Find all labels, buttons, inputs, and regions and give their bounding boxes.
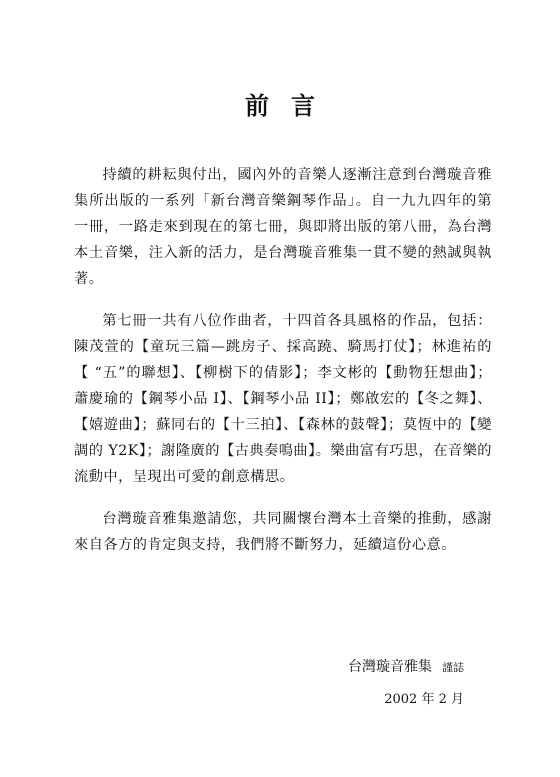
signature [348, 656, 464, 676]
signature-note: 謹誌 [442, 661, 464, 674]
page-title: 前言 [245, 91, 337, 120]
paragraph-intro: 持續的耕耘與付出，國內外的音樂人逐漸注意到台灣璇音雅集所出版的一系列「新台灣音樂鋼琴作品」。自一九九四年的第一冊，一路走來到現在的第七冊，與即將出版的第八冊，為台灣本土音樂，注入新的活力，是台灣璇音雅集一貫不變的熱誠與執著。 [74, 167, 492, 287]
paragraph-closing: 台灣璇音雅集邀請您，共同關懷台灣本土音樂的推動，感謝來自各方的肯定與支持，我們將不斷努力，延續這份心意。 [74, 511, 492, 553]
document-date: 2002 年 2 月 [384, 692, 464, 707]
signature-org: 台灣璇音雅集 [348, 659, 432, 675]
document-body [74, 162, 492, 574]
paragraph-contents: 第七冊一共有八位作曲者，十四首各具風格的作品，包括：陳茂萱的【童玩三篇—跳房子、採高蹺、騎馬打仗】；林進祐的【 “五”的聯想】、【柳樹下的倩影】；李文彬的【動物狂想曲】；蕭慶瑜的【鋼琴小品 I】、【鋼琴小品 II】；鄭啟宏的【冬之舞】、【嬉遊曲】；蘇同右的【十三拍】、【森林的鼓聲】；莫恆中的【變調的 Y2K】；謝隆廣的【古典奏鳴曲】。樂曲富有巧思，在音樂的流動中，呈現出可愛的創意構思。 [74, 313, 492, 485]
